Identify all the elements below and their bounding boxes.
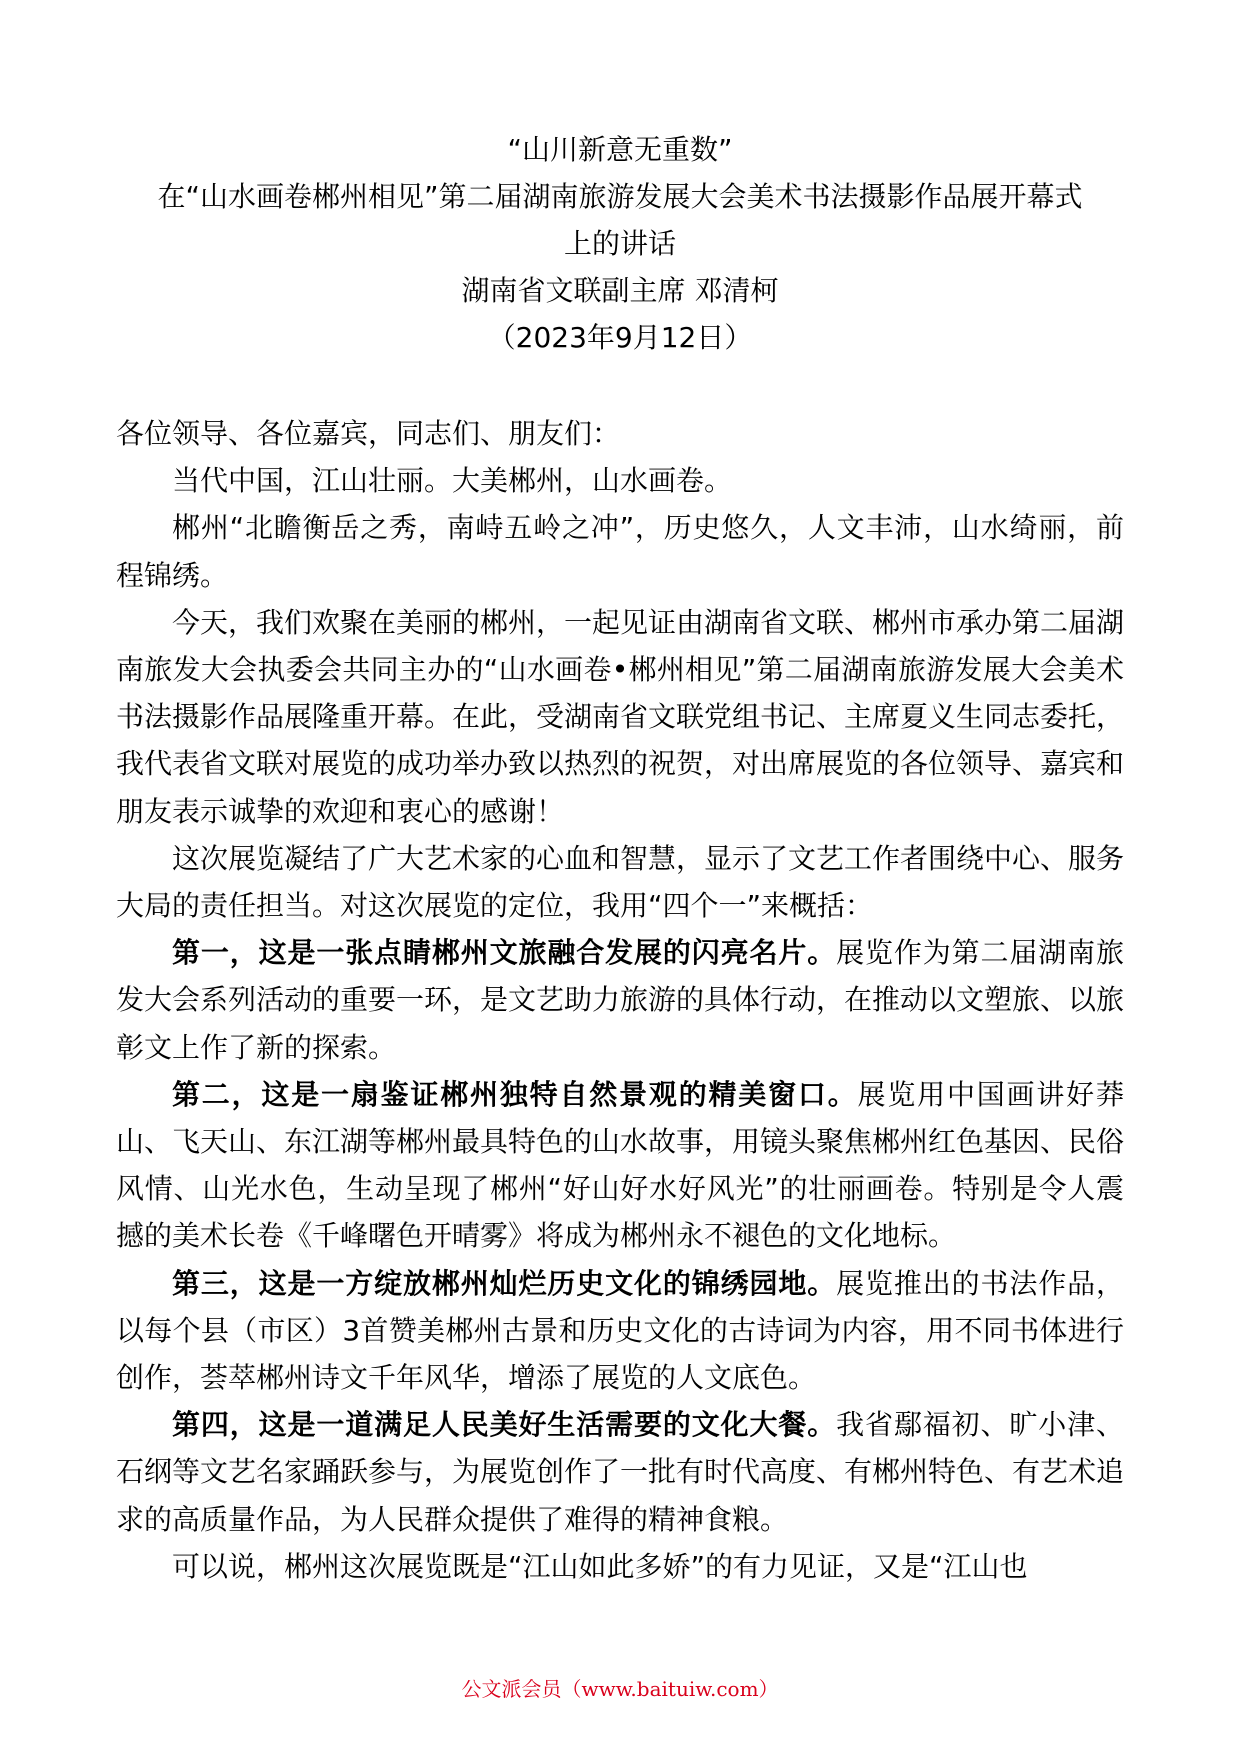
paragraph: 今天，我们欢聚在美丽的郴州，一起见证由湖南省文联、郴州市承办第二届湖南旅发大会执委会共同主办的“山水画卷•郴州相见”第二届湖南旅游发展大会美术书法摄影作品展隆重开幕。在此，受湖南省文联党组书记、主席夏义生同志委托，我代表省文联对展览的成功举办致以热烈的祝贺，对出席展览的各位领导、嘉宾和朋友表示诚挚的欢迎和衷心的感谢！ (116, 605, 1125, 828)
watermark-footer: 公文派会员（www.baituiw.com） (461, 1677, 779, 1701)
salutation: 各位领导、各位嘉宾，同志们、朋友们： (116, 417, 621, 450)
point-text: 展览作为第二届湖南旅发大会系列活动的重要一环，是文艺助力旅游的具体行动，在推动以文塑旅、以旅彰文上作了新的探索。 (116, 936, 1125, 1064)
point-heading: 第三，这是一方绽放郴州灿烂历史文化的锦绣园地。 (172, 1266, 837, 1300)
paragraph: 这次展览凝结了广大艺术家的心血和智慧，显示了文艺工作者围绕中心、服务大局的责任担当。对这次展览的定位，我用“四个一”来概括： (116, 841, 1125, 923)
point-heading: 第一，这是一张点睛郴州文旅融合发展的闪亮名片。 (172, 936, 837, 970)
speech-title-quote: “山川新意无重数” (507, 133, 733, 166)
point-heading: 第二，这是一扇鉴证郴州独特自然景观的精美窗口。 (172, 1077, 858, 1111)
speech-title-line-end: 上的讲话 (563, 227, 676, 260)
paragraph-point-one (116, 929, 1124, 1071)
paragraph: 可以说，郴州这次展览既是“江山如此多娇”的有力见证，又是“江山也 (172, 1549, 1028, 1583)
point-text: 展览推出的书法作品，以每个县（市区）3首赞美郴州古景和历史文化的古诗词为内容，用不同书体进行创作，荟萃郴州诗文千年风华，增添了展览的人文底色。 (116, 1266, 1124, 1395)
speech-title-line: 在“山水画卷郴州相见”第二届湖南旅游发展大会美术书法摄影作品展开幕式 (157, 180, 1083, 213)
speech-body (116, 410, 1124, 1590)
paragraph: 当代中国，江山壮丽。大美郴州，山水画卷。 (172, 464, 733, 498)
paragraph: 郴州“北瞻衡岳之秀，南峙五岭之冲”，历史悠久，人文丰沛，山水绮丽，前程锦绣。 (116, 511, 1124, 592)
paragraph-point-two (116, 1071, 1124, 1260)
speech-date: （2023年9月12日） (487, 321, 753, 354)
point-text: 展览用中国画讲好莽山、飞天山、东江湖等郴州最具特色的山水故事，用镜头聚焦郴州红色基因、民俗风情、山光水色，生动呈现了郴州“好山好水好风光”的壮丽画卷。特别是令人震撼的美术长卷《千峰曙色开晴雾》将成为郴州永不褪色的文化地标。 (116, 1077, 1125, 1253)
document-header (110, 126, 1130, 361)
paragraph-point-four (116, 1401, 1124, 1543)
paragraph-point-three (116, 1260, 1124, 1402)
point-text: 我省鄢福初、旷小津、石纲等文艺名家踊跃参与，为展览创作了一批有时代高度、有郴州特色、有艺术追求的高质量作品，为人民群众提供了难得的精神食粮。 (116, 1408, 1125, 1536)
speaker-name: 湖南省文联副主席 邓清柯 (461, 274, 779, 307)
point-heading: 第四，这是一道满足人民美好生活需要的文化大餐。 (172, 1408, 837, 1442)
